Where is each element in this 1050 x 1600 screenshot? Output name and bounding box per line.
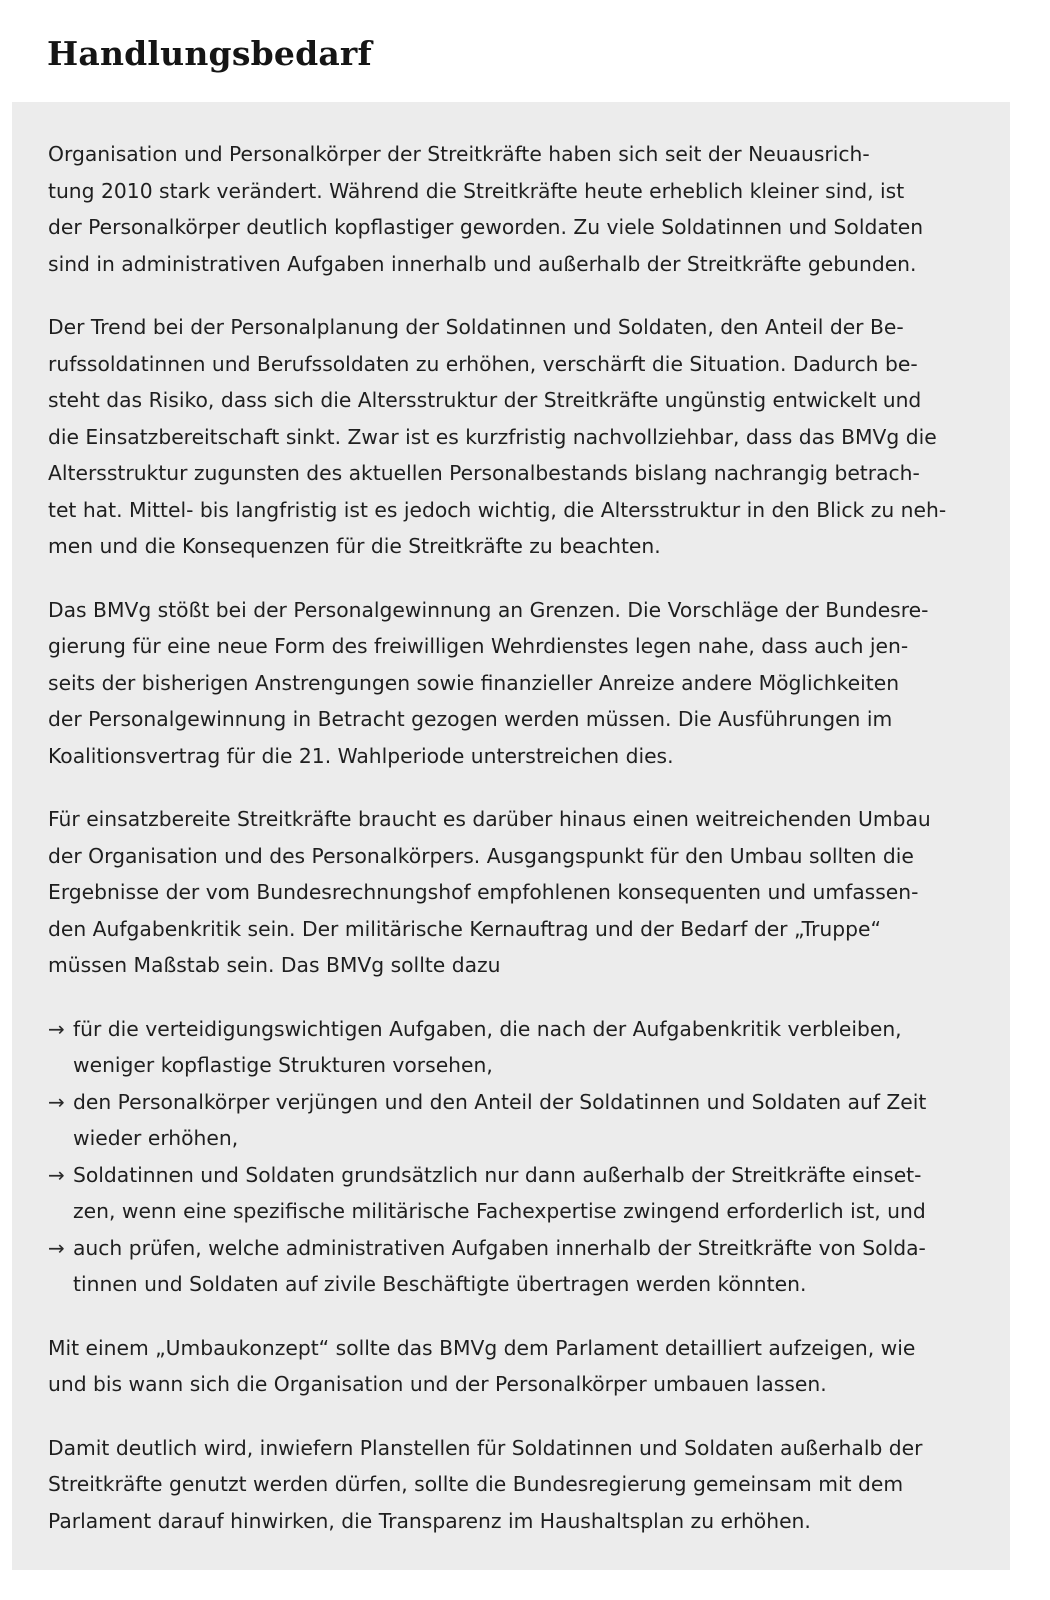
text-line: rufssoldatinnen und Berufssoldaten zu erhöhen, verschärft die Situation. Dadurch be- [48, 351, 918, 376]
content-box [12, 102, 1010, 1570]
text-line: Damit deutlich wird, inwiefern Planstellen für Soldatinnen und Soldaten außerhalb der [48, 1435, 923, 1460]
text-line: men und die Konsequenzen für die Streitkräfte zu beachten. [48, 534, 661, 558]
text-line: gierung für eine neue Form des freiwilligen Wehrdienstes legen nahe, dass auch jen- [48, 634, 909, 658]
paragraph-1 [48, 136, 976, 282]
text-line: und bis wann sich die Organisation und der Personalkörper umbauen lassen. [48, 1372, 827, 1396]
text-line: Soldatinnen und Soldaten grundsätzlich nur dann außerhalb der Streitkräfte einset- [73, 1162, 922, 1187]
text-line: die Einsatzbereitschaft sinkt. Zwar ist es kurzfristig nachvollziehbar, dass das BMVg die [48, 424, 937, 449]
text-line: Altersstruktur zugunsten des aktuellen Personalbestands bislang nachrangig betrach- [48, 461, 920, 485]
text-line: Mit einem „Umbaukonzept“ sollte das BMVg dem Parlament detailliert aufzeigen, wie [48, 1335, 916, 1360]
paragraph-2 [48, 309, 976, 565]
text-line: tung 2010 stark verändert. Während die Streitkräfte heute erheblich kleiner sind, ist [48, 178, 905, 203]
list-item [48, 1157, 976, 1230]
text-line: wieder erhöhen, [73, 1126, 239, 1150]
text-line: tet hat. Mittel- bis langfristig ist es jedoch wichtig, die Altersstruktur in den Blick zu neh- [48, 497, 947, 522]
paragraph-4 [48, 801, 976, 984]
text-line: Ergebnisse der vom Bundesrechnungshof empfohlenen konsequenten und umfassen- [48, 880, 919, 904]
list-item [48, 1084, 976, 1157]
arrow-right-icon: → [48, 1089, 65, 1114]
section-heading: Handlungsbedarf [47, 34, 372, 73]
text-line: auch prüfen, welche administrativen Aufgaben innerhalb der Streitkräfte von Solda- [73, 1235, 926, 1260]
paragraph-5 [48, 1330, 976, 1403]
text-line: Das BMVg stößt bei der Personalgewinnung an Grenzen. Die Vorschläge der Bundesre- [48, 597, 929, 622]
list-item [48, 1011, 976, 1084]
text-line: Der Trend bei der Personalplanung der Soldatinnen und Soldaten, den Anteil der Be- [48, 315, 904, 339]
text-line: sind in administrativen Aufgaben innerhalb und außerhalb der Streitkräfte gebunden. [48, 251, 917, 276]
text-line: steht das Risiko, dass sich die Altersstruktur der Streitkräfte ungünstig entwickelt und [48, 388, 922, 412]
arrow-right-icon: → [48, 1235, 65, 1260]
paragraph-6 [48, 1430, 976, 1540]
text-line: zen, wenn eine spezifische militärische Fachexpertise zwingend erforderlich ist, und [73, 1199, 926, 1223]
text-line: tinnen und Soldaten auf zivile Beschäftigte übertragen werden könnten. [73, 1272, 807, 1296]
text-line: der Organisation und des Personalkörpers. Ausgangspunkt für den Umbau sollten die [48, 843, 914, 868]
text-line: für die verteidigungswichtigen Aufgaben, die nach der Aufgabenkritik verbleiben, [73, 1016, 902, 1041]
arrow-right-icon: → [48, 1162, 65, 1187]
text-line: weniger kopflastige Strukturen vorsehen, [73, 1053, 493, 1077]
text-line: seits der bisherigen Anstrengungen sowie finanzieller Anreize andere Möglichkeiten [48, 670, 900, 695]
text-line: den Aufgabenkritik sein. Der militärische Kernauftrag und der Bedarf der „Truppe“ [48, 916, 882, 941]
text-line: Organisation und Personalkörper der Streitkräfte haben sich seit der Neuausrich- [48, 142, 870, 166]
paragraph-3 [48, 592, 976, 775]
text-line: müssen Maßstab sein. Das BMVg sollte dazu [48, 953, 501, 977]
arrow-right-icon: → [48, 1016, 65, 1041]
text-line: der Personalkörper deutlich kopflastiger geworden. Zu viele Soldatinnen und Soldaten [48, 215, 924, 239]
text-line: Für einsatzbereite Streitkräfte braucht es darüber hinaus einen weitreichenden Umbau [48, 807, 931, 831]
list-item [48, 1230, 976, 1303]
text-line: Koalitionsvertrag für die 21. Wahlperiode unterstreichen dies. [48, 743, 674, 768]
text-line: Streitkräfte genutzt werden dürfen, sollte die Bundesregierung gemeinsam mit dem [48, 1472, 904, 1496]
text-line: Parlament darauf hinwirken, die Transparenz im Haushaltsplan zu erhöhen. [48, 1508, 811, 1533]
text-line: der Personalgewinnung in Betracht gezogen werden müssen. Die Ausführungen im [48, 707, 893, 731]
recommendation-list [48, 1011, 976, 1303]
text-line: den Personalkörper verjüngen und den Anteil der Soldatinnen und Soldaten auf Zeit [73, 1089, 927, 1114]
